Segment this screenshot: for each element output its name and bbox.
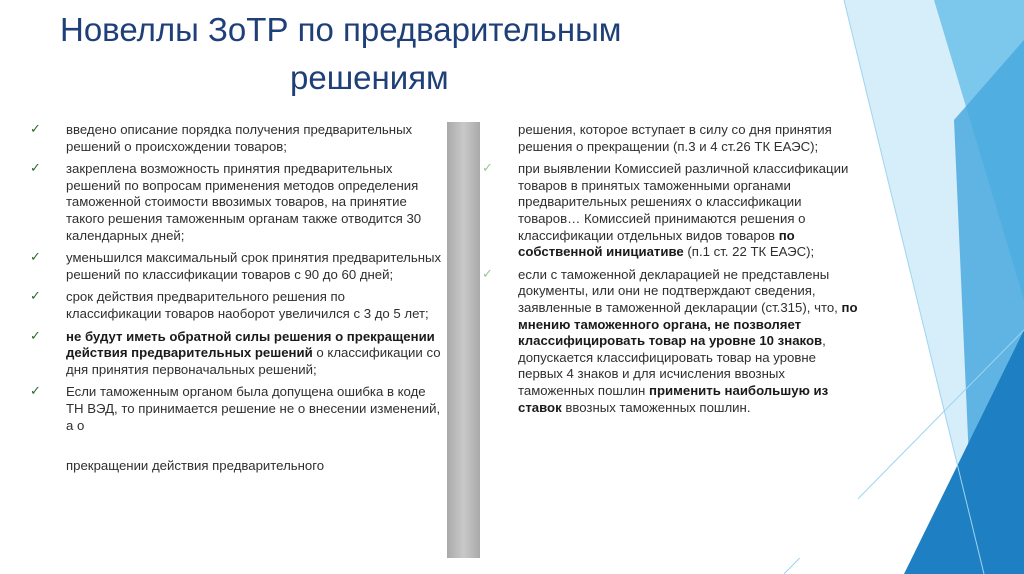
- list-item: [28, 161, 443, 244]
- item-text: ввозных таможенных пошлин.: [561, 399, 751, 415]
- checkmark-icon: ✓: [482, 265, 493, 281]
- item-text: Если таможенным органом была допущена ошибка в коде ТН ВЭД, то принимается решение не о внесении изменений, а о: [66, 384, 441, 433]
- bold-text: не будут иметь обратной силы решения о прекращении действия предварительных решений: [66, 328, 435, 361]
- left-tail-text: прекращении действия предварительного: [66, 458, 325, 474]
- item-text: , допускается классифицировать товар на уровне первых 4 знаков и для исчисления ввозных таможенных пошлин: [518, 333, 826, 398]
- left-column: [28, 122, 443, 475]
- item-text: если с таможенной декларацией не представлены документы, или они не подтверждают сведения, заявленные в таможенной декларации (ст.315), что,: [518, 266, 842, 315]
- list-item: [28, 122, 443, 155]
- right-column: [480, 122, 858, 422]
- item-text: введено описание порядка получения предварительных решений о происхождении товаров;: [66, 122, 413, 154]
- list-item: [28, 289, 443, 322]
- checkmark-icon: ✓: [482, 160, 493, 176]
- bold-text: по мнению таможенного органа, не позволяет классифицировать товар на уровне 10 знаков: [518, 299, 858, 349]
- checkmark-icon: ✓: [30, 249, 41, 265]
- item-text: срок действия предварительного решения по классификации товаров наоборот увеличился с 3 до 5 лет;: [66, 289, 429, 321]
- item-text: уменьшился максимальный срок принятия предварительных решений по классификации товаров с 90 до 60 дней;: [66, 250, 442, 282]
- list-item: [480, 161, 858, 261]
- checkmark-icon: ✓: [30, 160, 41, 176]
- column-divider: [447, 122, 480, 558]
- checkmark-icon: ✓: [30, 288, 41, 304]
- list-item: [28, 329, 443, 379]
- content-panel: [18, 122, 858, 558]
- item-text: решения, которое вступает в силу со дня принятия решения о прекращении (п.3 и 4 ст.26 ТК ЕАЭС);: [518, 122, 832, 154]
- item-text: закреплена возможность принятия предварительных решений по вопросам применения методов определения таможенной стоимости ввозимых товаров, на принятие такого решения таможенным органам также отводится 30 календарных дней;: [66, 161, 422, 243]
- checkmark-icon: ✓: [30, 327, 41, 343]
- bold-text: по собственной инициативе: [518, 227, 795, 260]
- item-text: о классификации со дня принятия первоначальных решений;: [66, 345, 441, 377]
- checkmark-icon: ✓: [30, 383, 41, 399]
- title-line-2: решениям: [290, 59, 449, 96]
- checkmark-icon: ✓: [30, 122, 41, 136]
- list-item: [480, 267, 858, 416]
- bold-text: применить наибольшую из ставок: [518, 382, 829, 415]
- item-text: (п.1 ст. 22 ТК ЕАЭС);: [683, 244, 815, 260]
- title-line-1: Новеллы ЗоТР по предварительным: [60, 11, 622, 48]
- list-item: [28, 250, 443, 283]
- continuation-text: [480, 122, 858, 155]
- item-text: при выявлении Комиссией различной классификации товаров в принятых таможенными органами предварительных решениях о классификации товаров… Комиссией принимаются решения о классификации отдельных видов товаров: [518, 161, 849, 243]
- list-item: [28, 384, 443, 434]
